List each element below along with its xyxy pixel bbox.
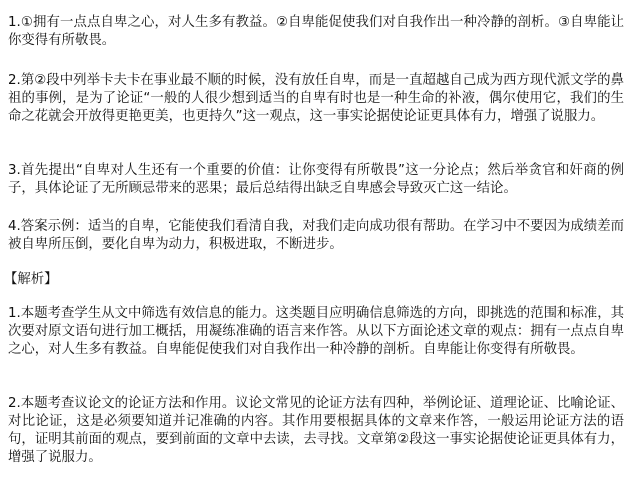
answer-4: 4.答案示例：适当的自卑，它能使我们看清自我，对我们走向成功很有帮助。在学习中不要因为成绩差而被自卑所压倒，要化自卑为动力，积极进取，不断进步。 <box>8 219 624 252</box>
answer-2: 2.第②段中列举卡夫卡在事业最不顺的时候，没有放任自卑，而是一直超越自己成为西方现代派文学的鼻祖的事例，是为了论证“一般的人很少想到适当的自卑有时也是一种生命的补液，偶尔使用它，我们的生命之花就会开放得更艳更美，也更持久”这一观点，这一事实论据使论证更具体有力，增强了说服力。 <box>8 73 624 124</box>
analysis-1: 1.本题考查学生从文中筛选有效信息的能力。这类题目应明确信息筛选的方向，即挑选的范围和标准，其次要对原文语句进行加工概括，用凝练准确的语言来作答。从以下方面论述文章的观点：拥有一点点自卑之心，对人生多有教益。自卑能促使我们对自我作出一种冷静的剖析。自卑能让你变得有所敬畏。 <box>8 306 624 357</box>
analysis-heading: 【解析】 <box>4 272 58 287</box>
answer-3: 3.首先提出“自卑对人生还有一个重要的价值：让你变得有所敬畏”这一分论点；然后举贪官和奸商的例子，具体论证了无所顾忌带来的恶果；最后总结得出缺乏自卑感会导致灭亡这一结论。 <box>8 163 624 196</box>
analysis-2: 2.本题考查议论文的论证方法和作用。议论文常见的论证方法有四种，举例论证、道理论证、比喻论证、对比论证，这是必须要知道并记准确的内容。其作用要根据具体的文章来作答，一般运用论证方法的语句，证明其前面的观点，要到前面的文章中去读，去寻找。文章第②段这一事实论据使论证更具体有力，增强了说服力。 <box>8 396 624 465</box>
answer-1: 1.①拥有一点点自卑之心，对人生多有教益。②自卑能促使我们对自我作出一种冷静的剖析。③自卑能让你变得有所敬畏。 <box>8 15 624 48</box>
